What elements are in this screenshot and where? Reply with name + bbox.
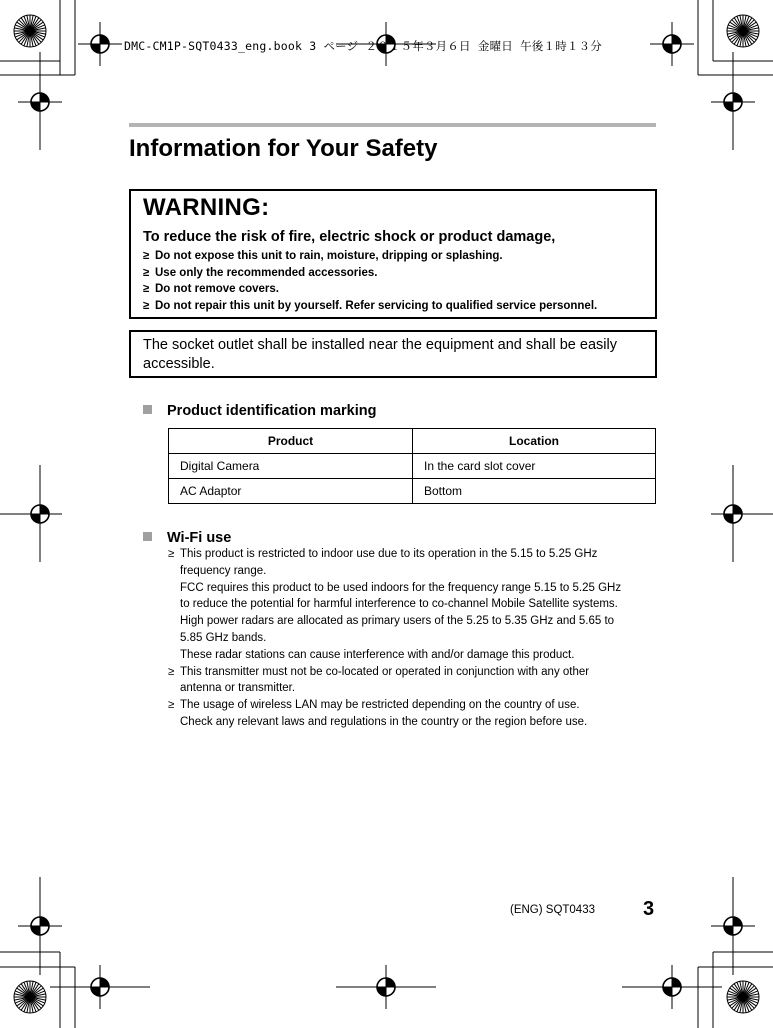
page-title: Information for Your Safety	[129, 135, 438, 162]
bullet-icon: ≥	[143, 250, 150, 262]
bullet-icon: ≥	[143, 299, 150, 312]
bullet-icon: ≥	[143, 266, 150, 279]
wifi-list	[168, 546, 663, 731]
bullet-icon: ≥	[168, 548, 175, 560]
warning-intro: To reduce the risk of fire, electric shock or product damage,	[143, 229, 556, 245]
wifi-heading: Wi-Fi use	[143, 530, 231, 546]
socket-notice-text: The socket outlet shall be installed near the equipment and shall be easily accessible.	[143, 337, 617, 372]
column-header-location: Location	[413, 429, 656, 454]
list-item: ≥ Do not remove covers.	[143, 281, 597, 298]
warning-list	[143, 248, 597, 314]
bullet-icon: ≥	[143, 283, 150, 295]
list-item: ≥ This transmitter must not be co-located or operated in conjunction with any other antenna or transmitter.	[168, 665, 590, 695]
square-bullet-icon	[143, 405, 152, 414]
list-item: ≥ Use only the recommended accessories.	[143, 265, 597, 282]
list-item: ≥ Do not repair this unit by yourself. Refer servicing to qualified service personnel.	[143, 298, 597, 315]
warning-heading: WARNING:	[143, 194, 270, 221]
list-item: ≥ The usage of wireless LAN may be restricted depending on the country of use. Check any relevant laws and regulations in the country or the region before use.	[168, 699, 588, 728]
product-identification-table	[168, 428, 656, 504]
square-bullet-icon	[143, 532, 152, 541]
bullet-icon: ≥	[168, 699, 175, 712]
bullet-icon: ≥	[168, 665, 175, 678]
table-row	[169, 479, 656, 504]
warning-box	[129, 189, 657, 319]
list-item: ≥ Do not expose this unit to rain, moisture, dripping or splashing.	[143, 248, 597, 265]
table-cell: AC Adaptor	[169, 479, 413, 504]
column-header-product: Product	[169, 429, 413, 454]
title-rule	[129, 123, 656, 127]
product-identification-heading: Product identification marking	[143, 403, 376, 419]
table-cell: Digital Camera	[169, 454, 413, 479]
print-job-header: DMC-CM1P-SQT0433_eng.book 3 ページ ２０１５年３月６日 金曜日 午後１時１３分	[124, 39, 602, 53]
socket-notice-box	[129, 330, 657, 378]
table-row	[169, 454, 656, 479]
list-item: ≥ This product is restricted to indoor use due to its operation in the 5.15 to 5.25 GHz frequency range. FCC requires this product to be used indoors for the frequency range 5.15 to 5.25 GHz to reduce the potential for harmful interference to co-channel Mobile Satellite systems. High power radars are allocated as primary users of the 5.25 to 5.35 GHz and 5.65 to 5.85 GHz bands. These radar stations can cause interference with and/or damage this product.	[168, 548, 622, 661]
table-header-row	[169, 429, 656, 454]
table-cell: Bottom	[413, 479, 656, 504]
page-number: 3	[643, 898, 655, 920]
table-cell: In the card slot cover	[413, 454, 656, 479]
footer-code: (ENG) SQT0433	[510, 904, 595, 916]
